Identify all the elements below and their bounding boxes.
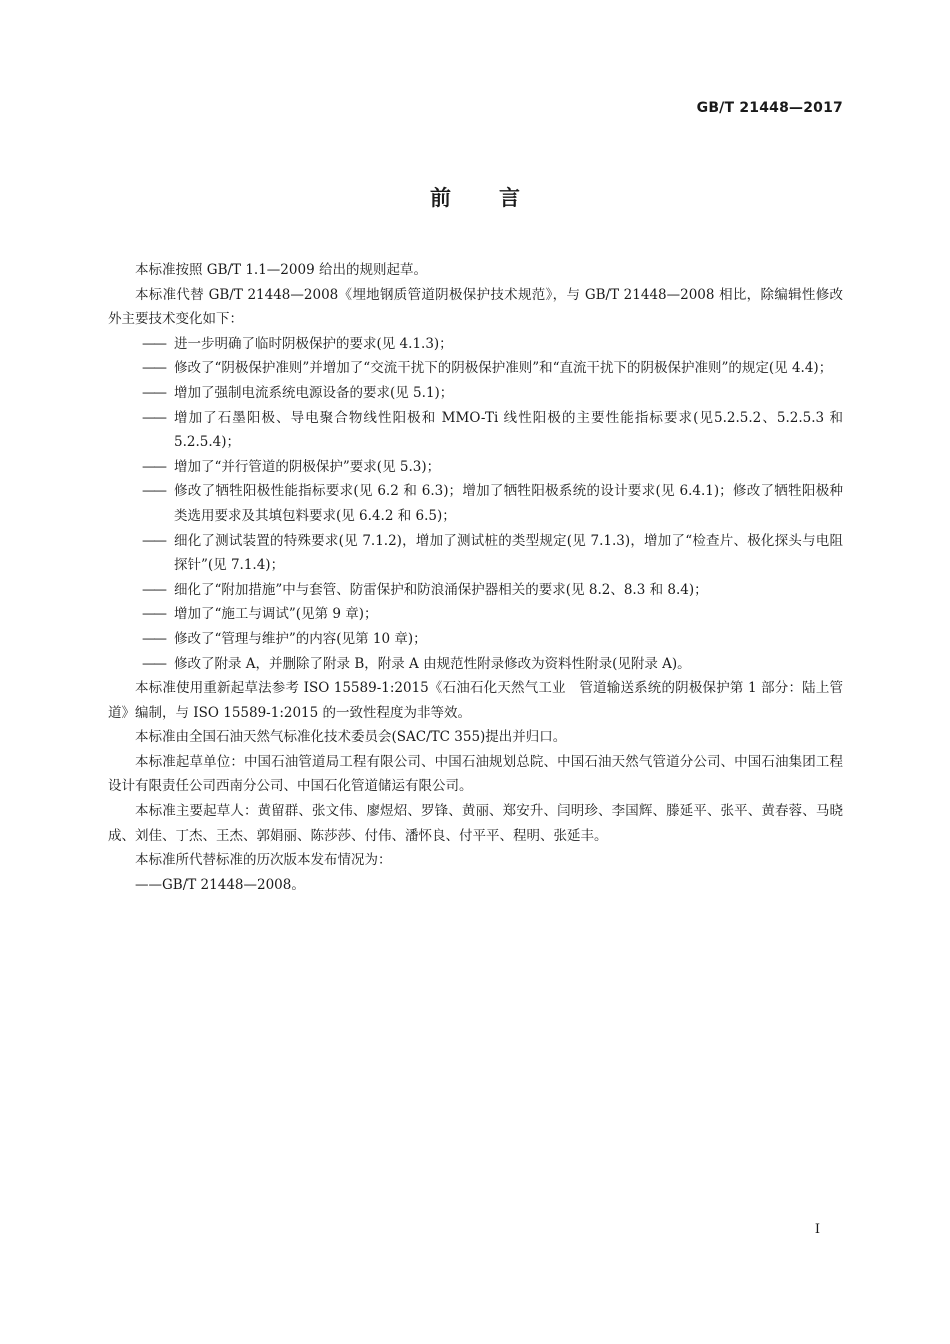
list-item-text: 细化了“附加措施”中与套管、防雷保护和防浪涌保护器相关的要求(见 8.2、8.3 和 8.4)； xyxy=(174,581,708,598)
list-item xyxy=(108,529,843,578)
list-item xyxy=(108,602,843,627)
dash-marker: —— xyxy=(142,606,165,623)
page-number: I xyxy=(814,1222,820,1237)
dash-marker: —— xyxy=(142,581,165,598)
dash-marker: —— xyxy=(142,384,165,401)
dash-marker: —— xyxy=(142,409,165,426)
paragraph: 本标准代替 GB/T 21448—2008《埋地钢质管道阴极保护技术规范》，与 GB/T 21448—2008 相比，除编辑性修改外主要技术变化如下： xyxy=(108,286,843,328)
list-item-text: 增加了强制电流系统电源设备的要求(见 5.1)； xyxy=(174,384,454,401)
foreword-body xyxy=(108,258,843,897)
list-item-text: 细化了测试装置的特殊要求(见 7.1.2)，增加了测试桩的类型规定(见 7.1.3)，增加了“检查片、极化探头与电阻探针”(见 7.1.4)； xyxy=(174,532,843,574)
paragraph: 本标准所代替标准的历次版本发布情况为： xyxy=(135,852,392,869)
list-item-text: 修改了“阴极保护准则”并增加了“交流干扰下的阴极保护准则”和“直流干扰下的阴极保护准则”的规定(见 4.4)； xyxy=(174,360,833,377)
dash-marker: —— xyxy=(142,630,165,647)
list-item-text: 增加了“施工与调试”(见第 9 章)； xyxy=(174,606,378,623)
list-item-text: 修改了牺牲阳极性能指标要求(见 6.2 和 6.3)；增加了牺牲阳极系统的设计要求(见 6.4.1)；修改了牺牲阳极种类选用要求及其填包料要求(见 6.4.2 和 6.5)； xyxy=(174,483,843,524)
paragraph: 本标准主要起草人：黄留群、张文伟、廖煜炤、罗锋、黄丽、郑安升、闫明珍、李国辉、滕延平、张平、黄春蓉、马晓成、刘佳、丁杰、王杰、郭娟丽、陈莎莎、付伟、潘怀良、付平平、程明、张延丰。 xyxy=(108,803,843,844)
list-item xyxy=(108,578,843,603)
paragraph: 本标准由全国石油天然气标准化技术委员会(SAC/TC 355)提出并归口。 xyxy=(135,729,567,746)
list-item xyxy=(108,406,843,455)
dash-marker: —— xyxy=(142,335,165,352)
dash-marker: —— xyxy=(142,458,165,475)
list-item xyxy=(108,332,843,357)
list-item-text: 修改了“管理与维护”的内容(见第 10 章)； xyxy=(174,630,427,647)
list-item xyxy=(108,652,843,677)
dash-marker: —— xyxy=(142,655,165,672)
list-item xyxy=(108,627,843,652)
standard-number: GB/T 21448—2017 xyxy=(696,100,843,116)
paragraph: 本标准按照 GB/T 1.1—2009 给出的规则起草。 xyxy=(135,262,427,278)
paragraph: 本标准起草单位：中国石油管道局工程有限公司、中国石油规划总院、中国石油天然气管道分公司、中国石油集团工程设计有限责任公司西南分公司、中国石化管道储运有限公司。 xyxy=(108,753,843,795)
page-title: 前言 xyxy=(430,186,568,210)
list-item-text: 增加了石墨阳极、导电聚合物线性阳极和 MMO-Ti 线性阳极的主要性能指标要求(见5.2.5.2、5.2.5.3 和 5.2.5.4)； xyxy=(174,409,843,451)
previous-edition-item xyxy=(108,873,843,898)
list-item-text: 增加了“并行管道的阴极保护”要求(见 5.3)； xyxy=(174,458,441,475)
dash-marker: —— xyxy=(142,532,165,549)
dash-marker: —— xyxy=(142,360,165,377)
list-item-text: 进一步明确了临时阴极保护的要求(见 4.1.3)； xyxy=(174,335,453,352)
dash-marker: —— xyxy=(135,876,162,893)
list-item-text: 修改了附录 A，并删除了附录 B，附录 A 由规范性附录修改为资料性附录(见附录 A)。 xyxy=(174,655,691,672)
list-item xyxy=(108,356,843,381)
previous-edition-text: GB/T 21448—2008。 xyxy=(162,876,305,893)
paragraph: 本标准使用重新起草法参考 ISO 15589-1:2015《石油石化天然气工业 管道输送系统的阴极保护第 1 部分：陆上管道》编制，与 ISO 15589-1:2015 的一致性程度为非等效。 xyxy=(108,680,843,721)
dash-marker: —— xyxy=(142,483,165,500)
changes-list xyxy=(108,332,843,676)
list-item xyxy=(108,455,843,480)
list-item xyxy=(108,381,843,406)
list-item xyxy=(108,479,843,528)
